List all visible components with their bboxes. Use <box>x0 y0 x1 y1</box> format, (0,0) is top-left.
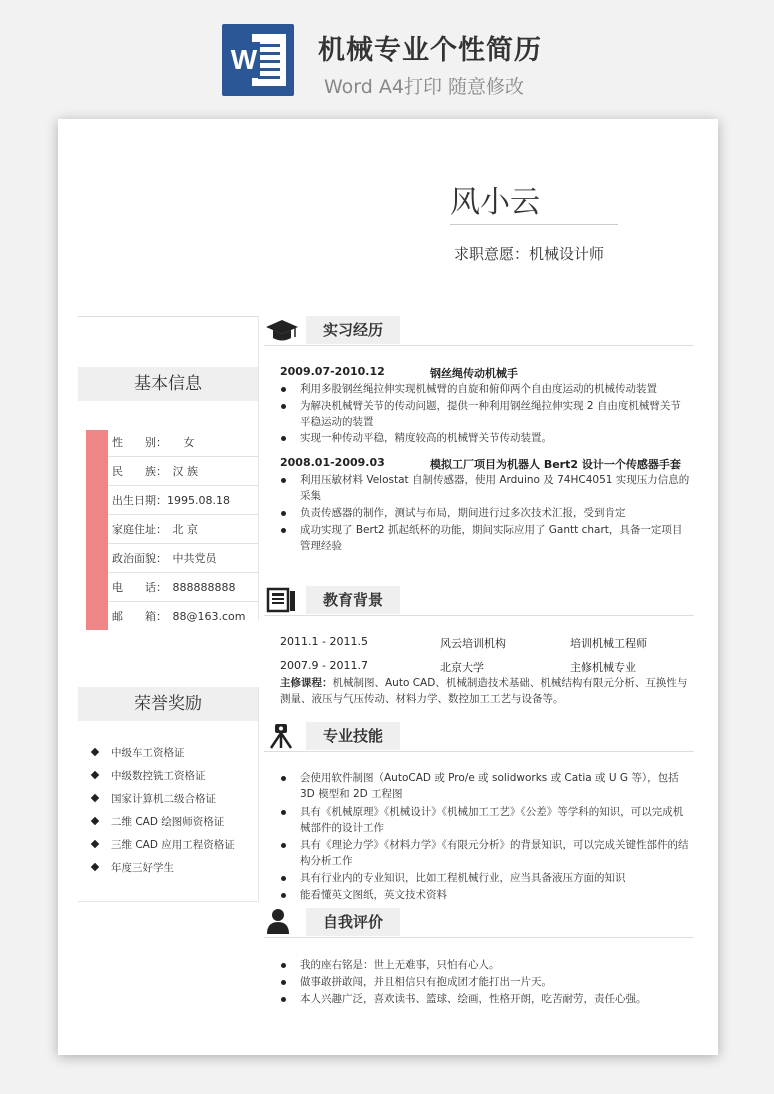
honor-item: 中级车工资格证 <box>92 745 185 760</box>
bullet-dot-icon <box>281 776 286 781</box>
bullet-dot-icon <box>281 387 286 392</box>
section-divider <box>264 615 694 616</box>
person-icon <box>264 907 300 935</box>
info-gender: 性 别： 女 <box>108 428 258 457</box>
section-divider <box>264 751 694 752</box>
bullet-dot-icon <box>281 478 286 483</box>
self-eval-title: 自我评价 <box>306 908 400 936</box>
section-divider <box>264 937 694 938</box>
bullet-dot-icon <box>281 997 286 1002</box>
info-ethnicity: 民 族： 汉 族 <box>108 457 258 486</box>
bullet-dot-icon <box>281 843 286 848</box>
diamond-bullet-icon <box>91 748 99 756</box>
word-logo-icon <box>222 24 294 96</box>
skills-title: 专业技能 <box>306 722 400 750</box>
info-email: 邮 箱： 88@163.com <box>112 610 246 623</box>
promo-title: 机械专业个性简历 <box>318 35 542 66</box>
promo-header <box>0 0 774 112</box>
accent-bar <box>86 430 108 630</box>
diamond-bullet-icon <box>91 863 99 871</box>
logo-letter: W <box>228 42 260 78</box>
left-divider <box>78 316 258 317</box>
info-birthdate: 出生日期：1995.08.18 <box>108 486 258 515</box>
bullet-dot-icon <box>281 436 286 441</box>
bullet-dot-icon <box>281 511 286 516</box>
education-title: 教育背景 <box>306 586 400 614</box>
diamond-bullet-icon <box>91 817 99 825</box>
left-side-divider <box>258 316 259 621</box>
promo-subtitle: Word A4打印 随意修改 <box>324 76 525 98</box>
survey-instrument-icon <box>264 722 300 750</box>
bullet-dot-icon <box>281 528 286 533</box>
diamond-bullet-icon <box>91 840 99 848</box>
job-objective: 求职意愿：机械设计师 <box>454 245 605 263</box>
info-phone: 电 话： 888888888 <box>108 573 258 602</box>
section-divider <box>264 345 694 346</box>
bullet-dot-icon <box>281 810 286 815</box>
info-political: 政治面貌： 中共党员 <box>108 544 258 573</box>
book-icon <box>264 586 300 614</box>
diamond-bullet-icon <box>91 771 99 779</box>
honor-item: 年度三好学生 <box>92 860 174 875</box>
honor-item: 中级数控铣工资格证 <box>92 768 206 783</box>
honor-item: 二维 CAD 绘图师资格证 <box>92 814 224 829</box>
bullet-dot-icon <box>281 980 286 985</box>
diamond-bullet-icon <box>91 794 99 802</box>
internship-title: 实习经历 <box>306 316 400 344</box>
honor-item: 三维 CAD 应用工程资格证 <box>92 837 235 852</box>
courses-label: 主修课程： <box>280 677 333 689</box>
bullet-dot-icon <box>281 404 286 409</box>
bullet-dot-icon <box>281 876 286 881</box>
resume-page: 风小云 求职意愿：机械设计师 基本信息 性 别： 女 民 族： 汉 族 出生日期：1995.08.18 家庭住址： 北 京 政治面貌： 中共党员 电 话： 888888888 邮 箱： 88@163.com 荣誉奖励 中级车工资格证 中级数控铣工资格证 国家计算机二级合格证 二维 CAD 绘图师资格证 三维 CAD 应用工程资格证 年度三好学生 实习经历 2009.07-2010.12 钢丝绳传动机械手 利用多股钢丝绳拉伸实现机械臂的自旋和俯仰两个自由度运动的机械传动装置 为解决机械臂关节的传动问题，提供一种利用钢丝绳拉伸实现 2 自由度机械臂关节平稳运动的装置 实现一种传动平稳，精度较高的机械臂关节传动装置。 2008.01-2009.03 模拟工厂项目为机器人 Bert2 设计一个传感器手套 利用压敏材料 Velostat 自制传感器，使用 Arduino 及 74HC4051 实现压力信息的采集 负责传感器的制作，测试与布局，期间进行过多次技术汇报，受到肯定 成功实现了 Bert2 抓起纸杯的功能，期间实际应用了 Gantt chart，具备一定项目管理经验 教育背景 2011.1 - 2011.5 风云培训机构 培训机械工程师 2007.9 - 2011.7 北京大学 主修机械专业 主修课程：机械制图、Auto CAD、机械制造技术基础、机械结构有限元分析、互换性与测量、液压与气压传动、材料力学、数控加工工艺与设备等。 专业技能 会使用软件制图（AutoCAD 或 Pro/e 或 solidworks 或 Catia 或 U G 等），包括 3D 模型和 2D 工程图 具有《机械原理》《机械设计》《机械加工工艺》《公差》等学科的知识，可以完成机械部件的设计工作 具有《理论力学》《材料力学》《有限元分析》的背景知识，可以完成关键性部件的结构分析工作 具有行业内的专业知识，比如工程机械行业，应当具备液压方面的知识 能看懂英文图纸，英文技术资料 自我评价 我的座右铭是：世上无难事，只怕有心人。 做事敢拼敢闯，并且相信只有抱成团才能打出一片天。 本人兴趣广泛，喜欢读书、篮球、绘画，性格开朗，吃苦耐劳，责任心强。 <box>58 119 718 1055</box>
info-address: 家庭住址： 北 京 <box>108 515 258 544</box>
courses-text: 主修课程：机械制图、Auto CAD、机械制造技术基础、机械结构有限元分析、互换性与测量、液压与气压传动、材料力学、数控加工工艺与设备等。 <box>280 677 688 705</box>
graduation-cap-icon <box>264 317 300 345</box>
bullet-dot-icon <box>281 893 286 898</box>
candidate-name: 风小云 <box>450 185 540 220</box>
honors-title: 荣誉奖励 <box>78 687 258 721</box>
honor-item: 国家计算机二级合格证 <box>92 791 216 806</box>
basic-info-title: 基本信息 <box>78 367 258 401</box>
name-divider <box>450 224 618 225</box>
bullet-dot-icon <box>281 963 286 968</box>
